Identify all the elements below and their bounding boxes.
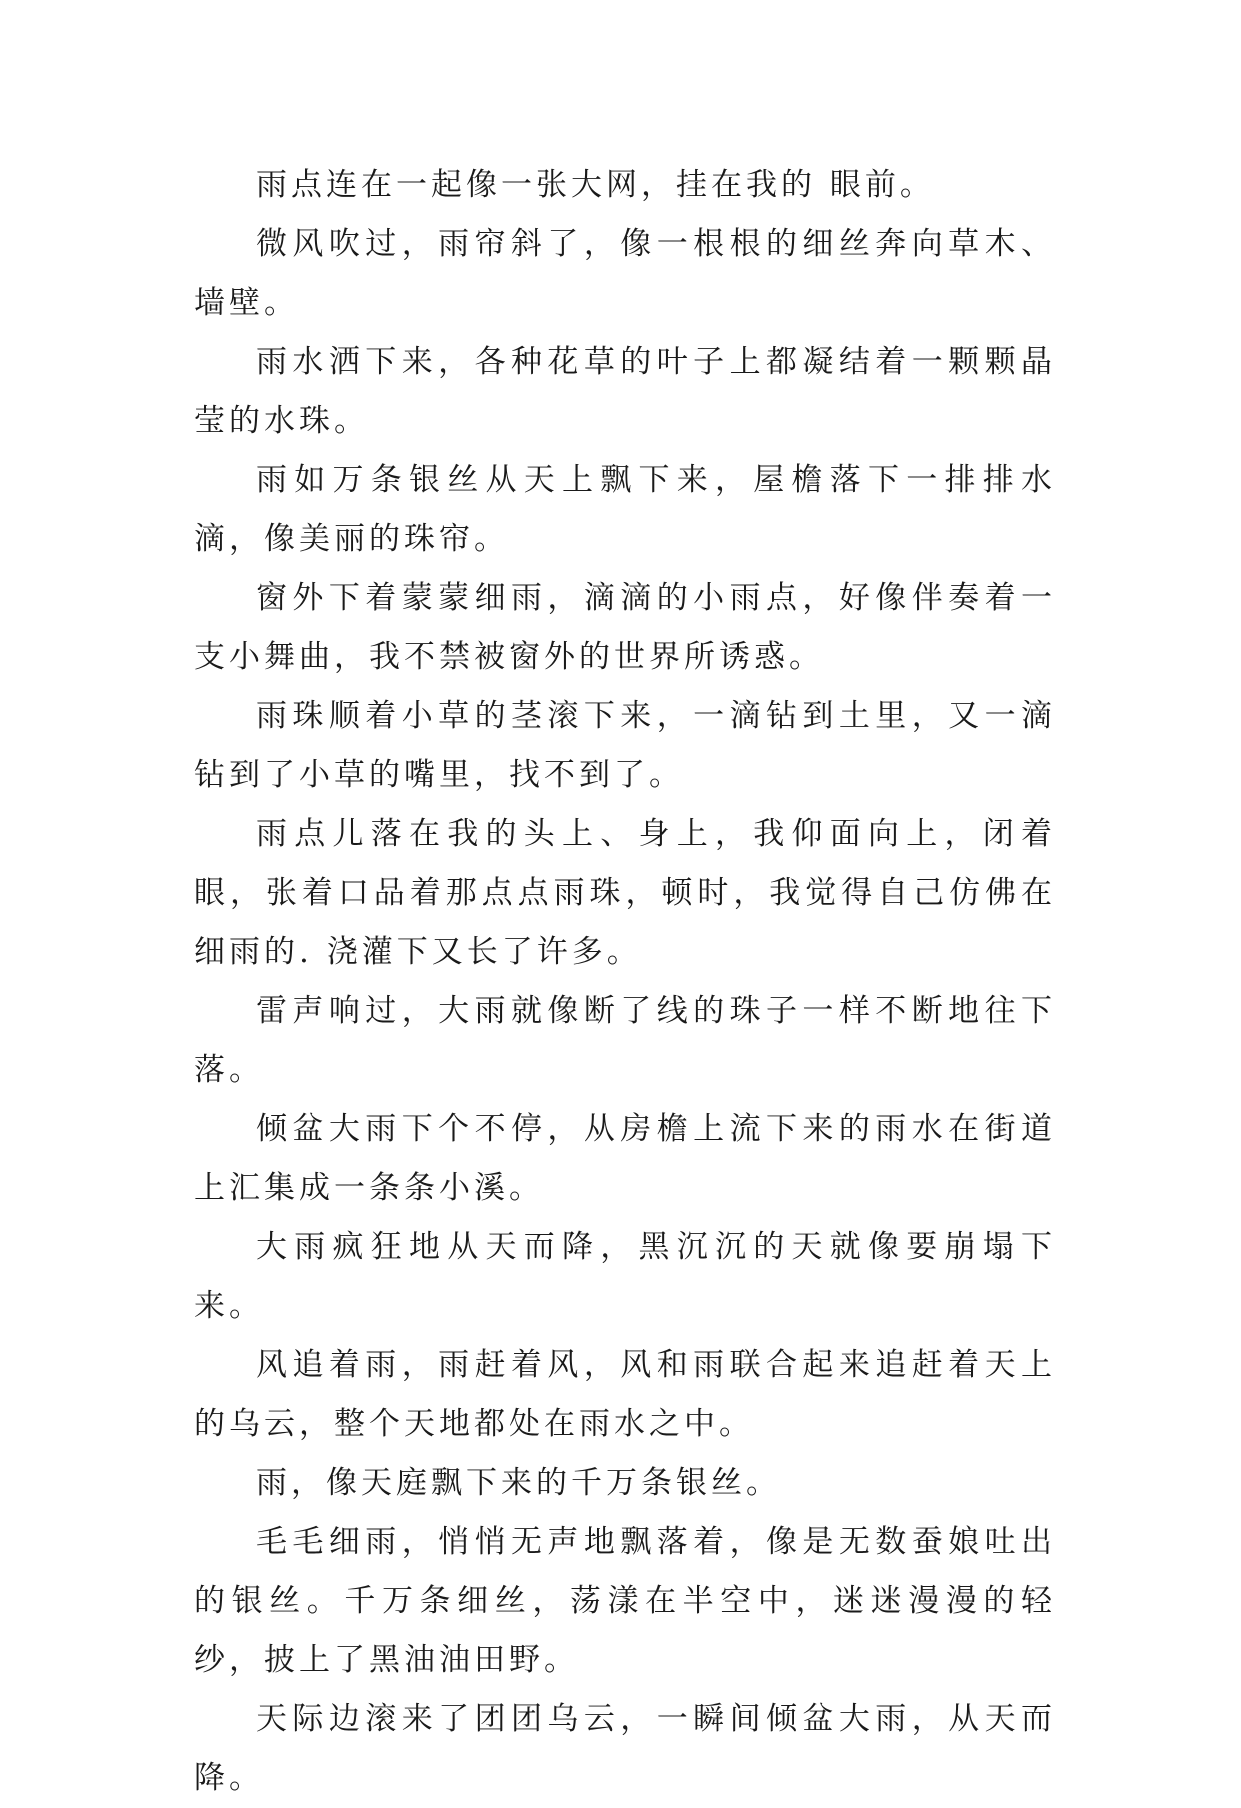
paragraph: 毛毛细雨，悄悄无声地飘落着，像是无数蚕娘吐出的银丝。千万条细丝，荡漾在半空中，迷迷漫漫的轻纱，披上了黑油油田野。 (194, 1524, 1056, 1678)
paragraph: 雨如万条银丝从天上飘下来，屋檐落下一排排水滴，像美丽的珠帘。 (194, 462, 1056, 557)
paragraph: 雷声响过，大雨就像断了线的珠子一样不断地往下落。 (194, 993, 1056, 1088)
paragraph: 天际边滚来了团团乌云，一瞬间倾盆大雨，从天而降。 (194, 1701, 1056, 1796)
paragraph: 大雨疯狂地从天而降，黑沉沉的天就像要崩塌下来。 (194, 1229, 1056, 1324)
paragraph: 雨点连在一起像一张大网，挂在我的 眼前。 (256, 167, 935, 203)
paragraph: 雨点儿落在我的头上、身上，我仰面向上，闭着眼，张着口品着那点点雨珠，顿时，我觉得自己仿佛在细雨的. 浇灌下又长了许多。 (194, 816, 1056, 970)
paragraph: 雨水洒下来，各种花草的叶子上都凝结着一颗颗晶莹的水珠。 (194, 344, 1056, 439)
paragraph: 雨珠顺着小草的茎滚下来，一滴钻到土里，又一滴钻到了小草的嘴里，找不到了。 (194, 698, 1056, 793)
paragraph: 雨，像天庭飘下来的千万条银丝。 (256, 1465, 781, 1501)
paragraph: 微风吹过，雨帘斜了，像一根根的细丝奔向草木、墙壁。 (194, 226, 1056, 321)
paragraph: 窗外下着蒙蒙细雨，滴滴的小雨点，好像伴奏着一支小舞曲，我不禁被窗外的世界所诱惑。 (194, 580, 1056, 675)
paragraph: 风追着雨，雨赶着风，风和雨联合起来追赶着天上的乌云，整个天地都处在雨水之中。 (194, 1347, 1056, 1442)
document-body (194, 156, 1056, 1808)
paragraph: 倾盆大雨下个不停，从房檐上流下来的雨水在街道上汇集成一条条小溪。 (194, 1111, 1056, 1206)
